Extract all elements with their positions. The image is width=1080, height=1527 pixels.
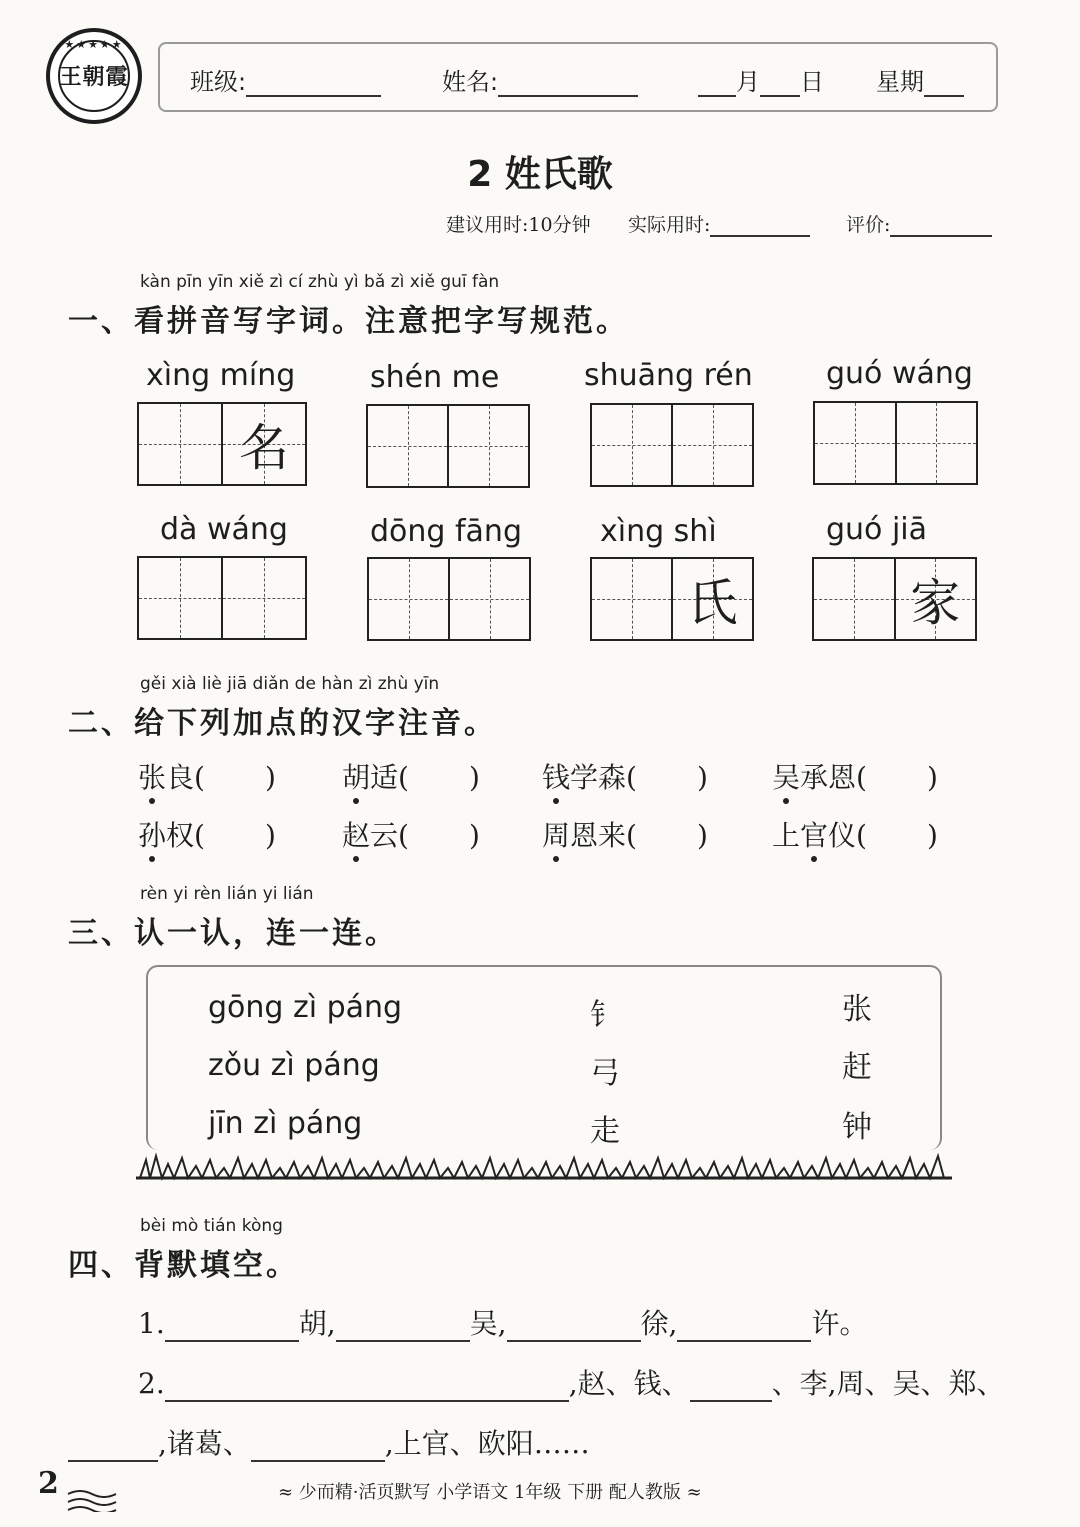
- grid-cell[interactable]: 名: [221, 404, 305, 484]
- section1-pinyin: kàn pīn yīn xiě zì cí zhù yì bǎ zì xiě guī fàn: [140, 272, 500, 292]
- section1-title: 一、看拼音写字词。注意把字写规范。: [68, 304, 629, 339]
- section2-title: 二、给下列加点的汉字注音。: [68, 706, 497, 741]
- tianzige-guojia: [812, 557, 977, 641]
- week-label: 星期: [876, 68, 924, 96]
- fill-blank[interactable]: [507, 1312, 641, 1342]
- tianzige-dawang: [137, 556, 307, 640]
- fill-blank[interactable]: [251, 1432, 385, 1462]
- name-item: 吴承恩( ): [772, 756, 938, 796]
- section3-title: 三、认一认，连一连。: [68, 916, 398, 951]
- fill-blank[interactable]: [165, 1312, 299, 1342]
- logo-stars: ★★★★★: [64, 38, 124, 51]
- section2-pinyin: gěi xià liè jiā diǎn de hàn zì zhù yīn: [140, 674, 440, 694]
- logo-text: 王朝霞: [59, 64, 129, 90]
- pinyin-guojia: guó jiā: [826, 512, 928, 547]
- evaluation-label: 评价:: [846, 214, 891, 236]
- month-blank[interactable]: [698, 71, 736, 97]
- actual-time: [628, 210, 810, 237]
- logo: [46, 28, 142, 124]
- tianzige-xingming: [137, 402, 307, 486]
- name-field: [442, 62, 638, 97]
- grid-cell[interactable]: 家: [894, 559, 976, 639]
- fill-line-1: 1. 胡, 吴, 徐, 许。: [138, 1307, 868, 1340]
- fill-blank[interactable]: [690, 1372, 772, 1402]
- pinyin-xingming: xìng míng: [146, 358, 296, 393]
- week-field: [876, 62, 964, 97]
- grid-cell[interactable]: 氏: [671, 559, 752, 639]
- class-label: 班级:: [190, 68, 247, 96]
- fill-blank[interactable]: [677, 1312, 811, 1342]
- month-label: 月: [736, 68, 760, 96]
- evaluation-blank[interactable]: [890, 215, 992, 237]
- target-char[interactable]: 张: [842, 992, 872, 1027]
- radical-char[interactable]: 走: [590, 1114, 620, 1149]
- actual-time-blank[interactable]: [710, 215, 810, 237]
- name-item: 周恩来( ): [542, 814, 708, 854]
- name-item: 张良( ): [138, 756, 276, 796]
- grid-cell[interactable]: [139, 404, 221, 484]
- grid-cell[interactable]: [139, 558, 221, 638]
- grid-cell[interactable]: [814, 559, 894, 639]
- pinyin-guowang: guó wáng: [826, 356, 973, 391]
- grid-cell[interactable]: [815, 403, 895, 483]
- grid-cell[interactable]: [369, 559, 448, 639]
- actual-time-label: 实际用时:: [628, 214, 711, 236]
- fill-blank[interactable]: [165, 1372, 569, 1402]
- radical-pinyin[interactable]: jīn zì páng: [208, 1106, 363, 1141]
- fill-line-3: ,诸葛、 ,上官、欧阳……: [68, 1422, 590, 1462]
- name-item: 钱学森( ): [542, 756, 708, 796]
- week-blank[interactable]: [924, 71, 964, 97]
- pinyin-dongfang: dōng fāng: [370, 514, 522, 549]
- grid-cell[interactable]: [447, 406, 528, 486]
- pinyin-xingshi: xìng shì: [600, 514, 717, 549]
- suggested-time: 建议用时:10分钟: [446, 214, 591, 236]
- grid-cell[interactable]: [368, 406, 447, 486]
- page-number: 2: [38, 1466, 59, 1501]
- name-item: 胡适( ): [342, 756, 480, 796]
- footer-text: ≈ 少而精·活页默写 小学语文 1年级 下册 配人教版 ≈: [278, 1482, 702, 1503]
- grid-cell[interactable]: [592, 559, 671, 639]
- class-blank[interactable]: [246, 71, 381, 97]
- target-char[interactable]: 赶: [842, 1050, 872, 1085]
- section3-pinyin: rèn yi rèn lián yi lián: [140, 884, 314, 904]
- name-item: 上官仪( ): [772, 814, 938, 854]
- pinyin-shuangren: shuāng rén: [584, 358, 753, 393]
- radical-pinyin[interactable]: zǒu zì páng: [208, 1048, 380, 1083]
- evaluation: [846, 210, 992, 237]
- class-field: [190, 62, 381, 97]
- wave-decoration: [66, 1488, 118, 1512]
- fill-blank[interactable]: [336, 1312, 470, 1342]
- page-title: 2 姓氏歌: [467, 154, 613, 195]
- pinyin-dawang: dà wáng: [160, 512, 288, 547]
- name-item: 赵云( ): [342, 814, 480, 854]
- tianzige-xingshi: [590, 557, 754, 641]
- day-blank[interactable]: [760, 71, 800, 97]
- tianzige-shenme: [366, 404, 530, 488]
- radical-char[interactable]: 钅: [590, 998, 620, 1033]
- target-char[interactable]: 钟: [842, 1110, 872, 1145]
- grid-cell[interactable]: [448, 559, 529, 639]
- pinyin-shenme: shén me: [370, 360, 500, 395]
- name-blank[interactable]: [498, 71, 638, 97]
- tianzige-dongfang: [367, 557, 531, 641]
- section4-pinyin: bèi mò tián kòng: [140, 1216, 283, 1236]
- grid-cell[interactable]: [592, 405, 671, 485]
- fill-blank[interactable]: [68, 1432, 158, 1462]
- day-label: 日: [800, 68, 824, 96]
- tianzige-shuangren: [590, 403, 754, 487]
- radical-char[interactable]: 弓: [590, 1056, 620, 1091]
- fill-line-2: 2. ,赵、钱、 、李,周、吴、郑、: [138, 1367, 1005, 1400]
- grass-decoration: [136, 1148, 952, 1182]
- grid-cell[interactable]: [671, 405, 752, 485]
- name-item: 孙权( ): [138, 814, 276, 854]
- grid-cell[interactable]: [221, 558, 305, 638]
- date-field: [698, 62, 824, 97]
- radical-pinyin[interactable]: gōng zì páng: [208, 990, 403, 1025]
- section4-title: 四、背默填空。: [68, 1248, 299, 1283]
- name-label: 姓名:: [442, 68, 499, 96]
- tianzige-guowang: [813, 401, 978, 485]
- grid-cell[interactable]: [895, 403, 977, 483]
